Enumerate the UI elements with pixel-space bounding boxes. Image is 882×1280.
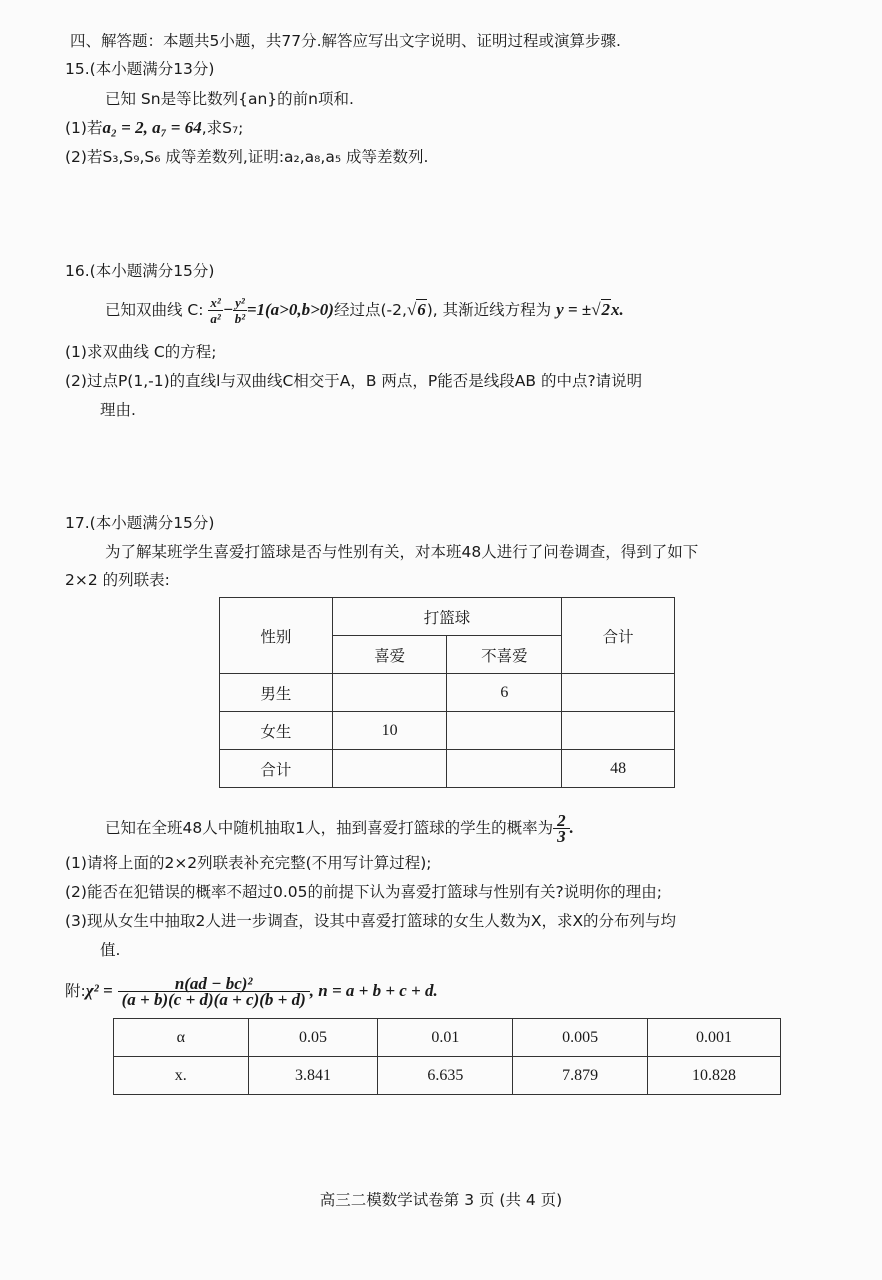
cell-like xyxy=(332,750,447,788)
table-row xyxy=(114,1057,781,1095)
q15-part1-prefix: (1)若 xyxy=(65,119,103,137)
q16-asym-end: x. xyxy=(611,300,624,319)
crit-header-x: x. xyxy=(114,1057,249,1095)
cell-total xyxy=(562,712,675,750)
q17-appendix-formula xyxy=(65,970,438,1012)
appendix-prefix: 附: xyxy=(65,982,86,1000)
q17-prob-end: . xyxy=(569,818,574,837)
table-row xyxy=(220,674,675,712)
header-gender: 性别 xyxy=(220,598,333,674)
cell-total: 48 xyxy=(562,750,675,788)
q17-prob-fraction: $\frac{2}{3}$ xyxy=(553,813,570,844)
q16-part1: (1)求双曲线 C的方程; xyxy=(65,343,217,361)
cell-like xyxy=(332,674,447,712)
q16-part2-line2: 理由. xyxy=(100,401,136,419)
cell-dislike xyxy=(447,712,562,750)
crit-alpha-value: 0.005 xyxy=(513,1019,648,1057)
crit-header-alpha: α xyxy=(114,1019,249,1057)
q17-stem-line2: 2×2 的列联表: xyxy=(65,571,170,589)
q17-part3-line2: 值. xyxy=(100,941,121,959)
crit-alpha-value: 0.05 xyxy=(248,1019,378,1057)
q15-part2: (2)若S₃,S₉,S₆ 成等差数列,证明:a₂,a₈,a₅ 成等差数列. xyxy=(65,148,429,166)
q16-asym-text: 其渐近线方程为 xyxy=(442,301,552,319)
header-total: 合计 xyxy=(562,598,675,674)
contingency-table xyxy=(219,597,675,788)
q17-part2: (2)能否在犯错误的概率不超过0.05的前提下认为喜爱打篮球与性别有关?说明你的理由; xyxy=(65,883,662,901)
cell-dislike: 6 xyxy=(447,674,562,712)
cell-like: 10 xyxy=(332,712,447,750)
q16-part2-line1: (2)过点P(1,-1)的直线l与双曲线C相交于A，B 两点，P能否是线段AB 的中点?请说明 xyxy=(65,372,643,390)
header-dislike: 不喜爱 xyxy=(447,636,562,674)
q15-part1 xyxy=(65,117,243,139)
row-label: 男生 xyxy=(220,674,333,712)
q15-part1-math: a₂ = 2, a₇ = 64 xyxy=(102,118,202,137)
q17-stem-line1: 为了解某班学生喜爱打篮球是否与性别有关，对本班48人进行了问卷调查，得到了如下 xyxy=(105,543,699,561)
q17-prob-text: 已知在全班48人中随机抽取1人，抽到喜爱打篮球的学生的概率为 xyxy=(105,819,554,837)
crit-x-value: 6.635 xyxy=(378,1057,513,1095)
section-header: 四、解答题：本题共5小题，共77分.解答应写出文字说明、证明过程或演算步骤. xyxy=(70,32,621,50)
q17-part1: (1)请将上面的2×2列联表补充完整(不用写计算过程); xyxy=(65,854,432,872)
q17-probability xyxy=(105,808,574,848)
q16-eq-y-fraction: $\frac{\text{y²}}{\text{b²}}$ xyxy=(234,295,246,326)
q15-title: 15.(本小题满分13分) xyxy=(65,60,215,78)
chi-tail: , n = a + b + c + d. xyxy=(309,981,438,1000)
q16-stem: 已知双曲线 C: $\frac{\text{x²}}{\text{a²}}$ − $\frac{\text{y²}}{\text{b²}}$ =1(a>0,b>0)经过点(-2,√6), 其渐近线方程为 y = ±√2x. xyxy=(105,295,624,326)
q16-title: 16.(本小题满分15分) xyxy=(65,262,215,280)
q16-point-close: ), xyxy=(426,301,438,319)
crit-x-value: 10.828 xyxy=(648,1057,781,1095)
q16-eq-rest: =1(a>0,b>0) xyxy=(246,300,334,319)
page-footer: 高三二模数学试卷第 3 页 (共 4 页) xyxy=(319,1191,563,1209)
q15-part1-suffix: ,求S₇; xyxy=(201,119,244,137)
q17-title: 17.(本小题满分15分) xyxy=(65,514,215,532)
crit-x-value: 7.879 xyxy=(513,1057,648,1095)
crit-x-value: 3.841 xyxy=(248,1057,378,1095)
header-basketball: 打篮球 xyxy=(332,598,561,636)
header-like: 喜爱 xyxy=(332,636,447,674)
crit-alpha-value: 0.01 xyxy=(378,1019,513,1057)
critical-value-table xyxy=(113,1018,781,1095)
crit-alpha-value: 0.001 xyxy=(648,1019,781,1057)
chi-lhs: χ² = xyxy=(85,981,113,1000)
q16-point-sqrt: 6 xyxy=(417,300,426,319)
q15-stem: 已知 Sn是等比数列{an}的前n项和. xyxy=(105,90,354,108)
table-row xyxy=(220,750,675,788)
cell-total xyxy=(562,674,675,712)
table-row xyxy=(220,712,675,750)
q16-stem-prefix: 已知双曲线 C: xyxy=(105,301,204,319)
q17-part3-line1: (3)现从女生中抽取2人进一步调查，设其中喜爱打篮球的女生人数为X，求X的分布列与均 xyxy=(65,912,677,930)
q16-asym-eq: y = ± xyxy=(556,300,592,319)
table-row xyxy=(114,1019,781,1057)
row-label: 女生 xyxy=(220,712,333,750)
q16-point-text: 经过点(-2, xyxy=(333,301,407,319)
q16-eq-x-fraction: $\frac{\text{x²}}{\text{a²}}$ xyxy=(210,295,221,326)
cell-dislike xyxy=(447,750,562,788)
q16-asym-sqrt: 2 xyxy=(601,300,611,319)
row-label: 合计 xyxy=(220,750,333,788)
chi-fraction: $\frac{\text{n(ad − bc)²}}{(a + b)(c + d)(a + c)(b + d)}$ xyxy=(118,976,310,1007)
